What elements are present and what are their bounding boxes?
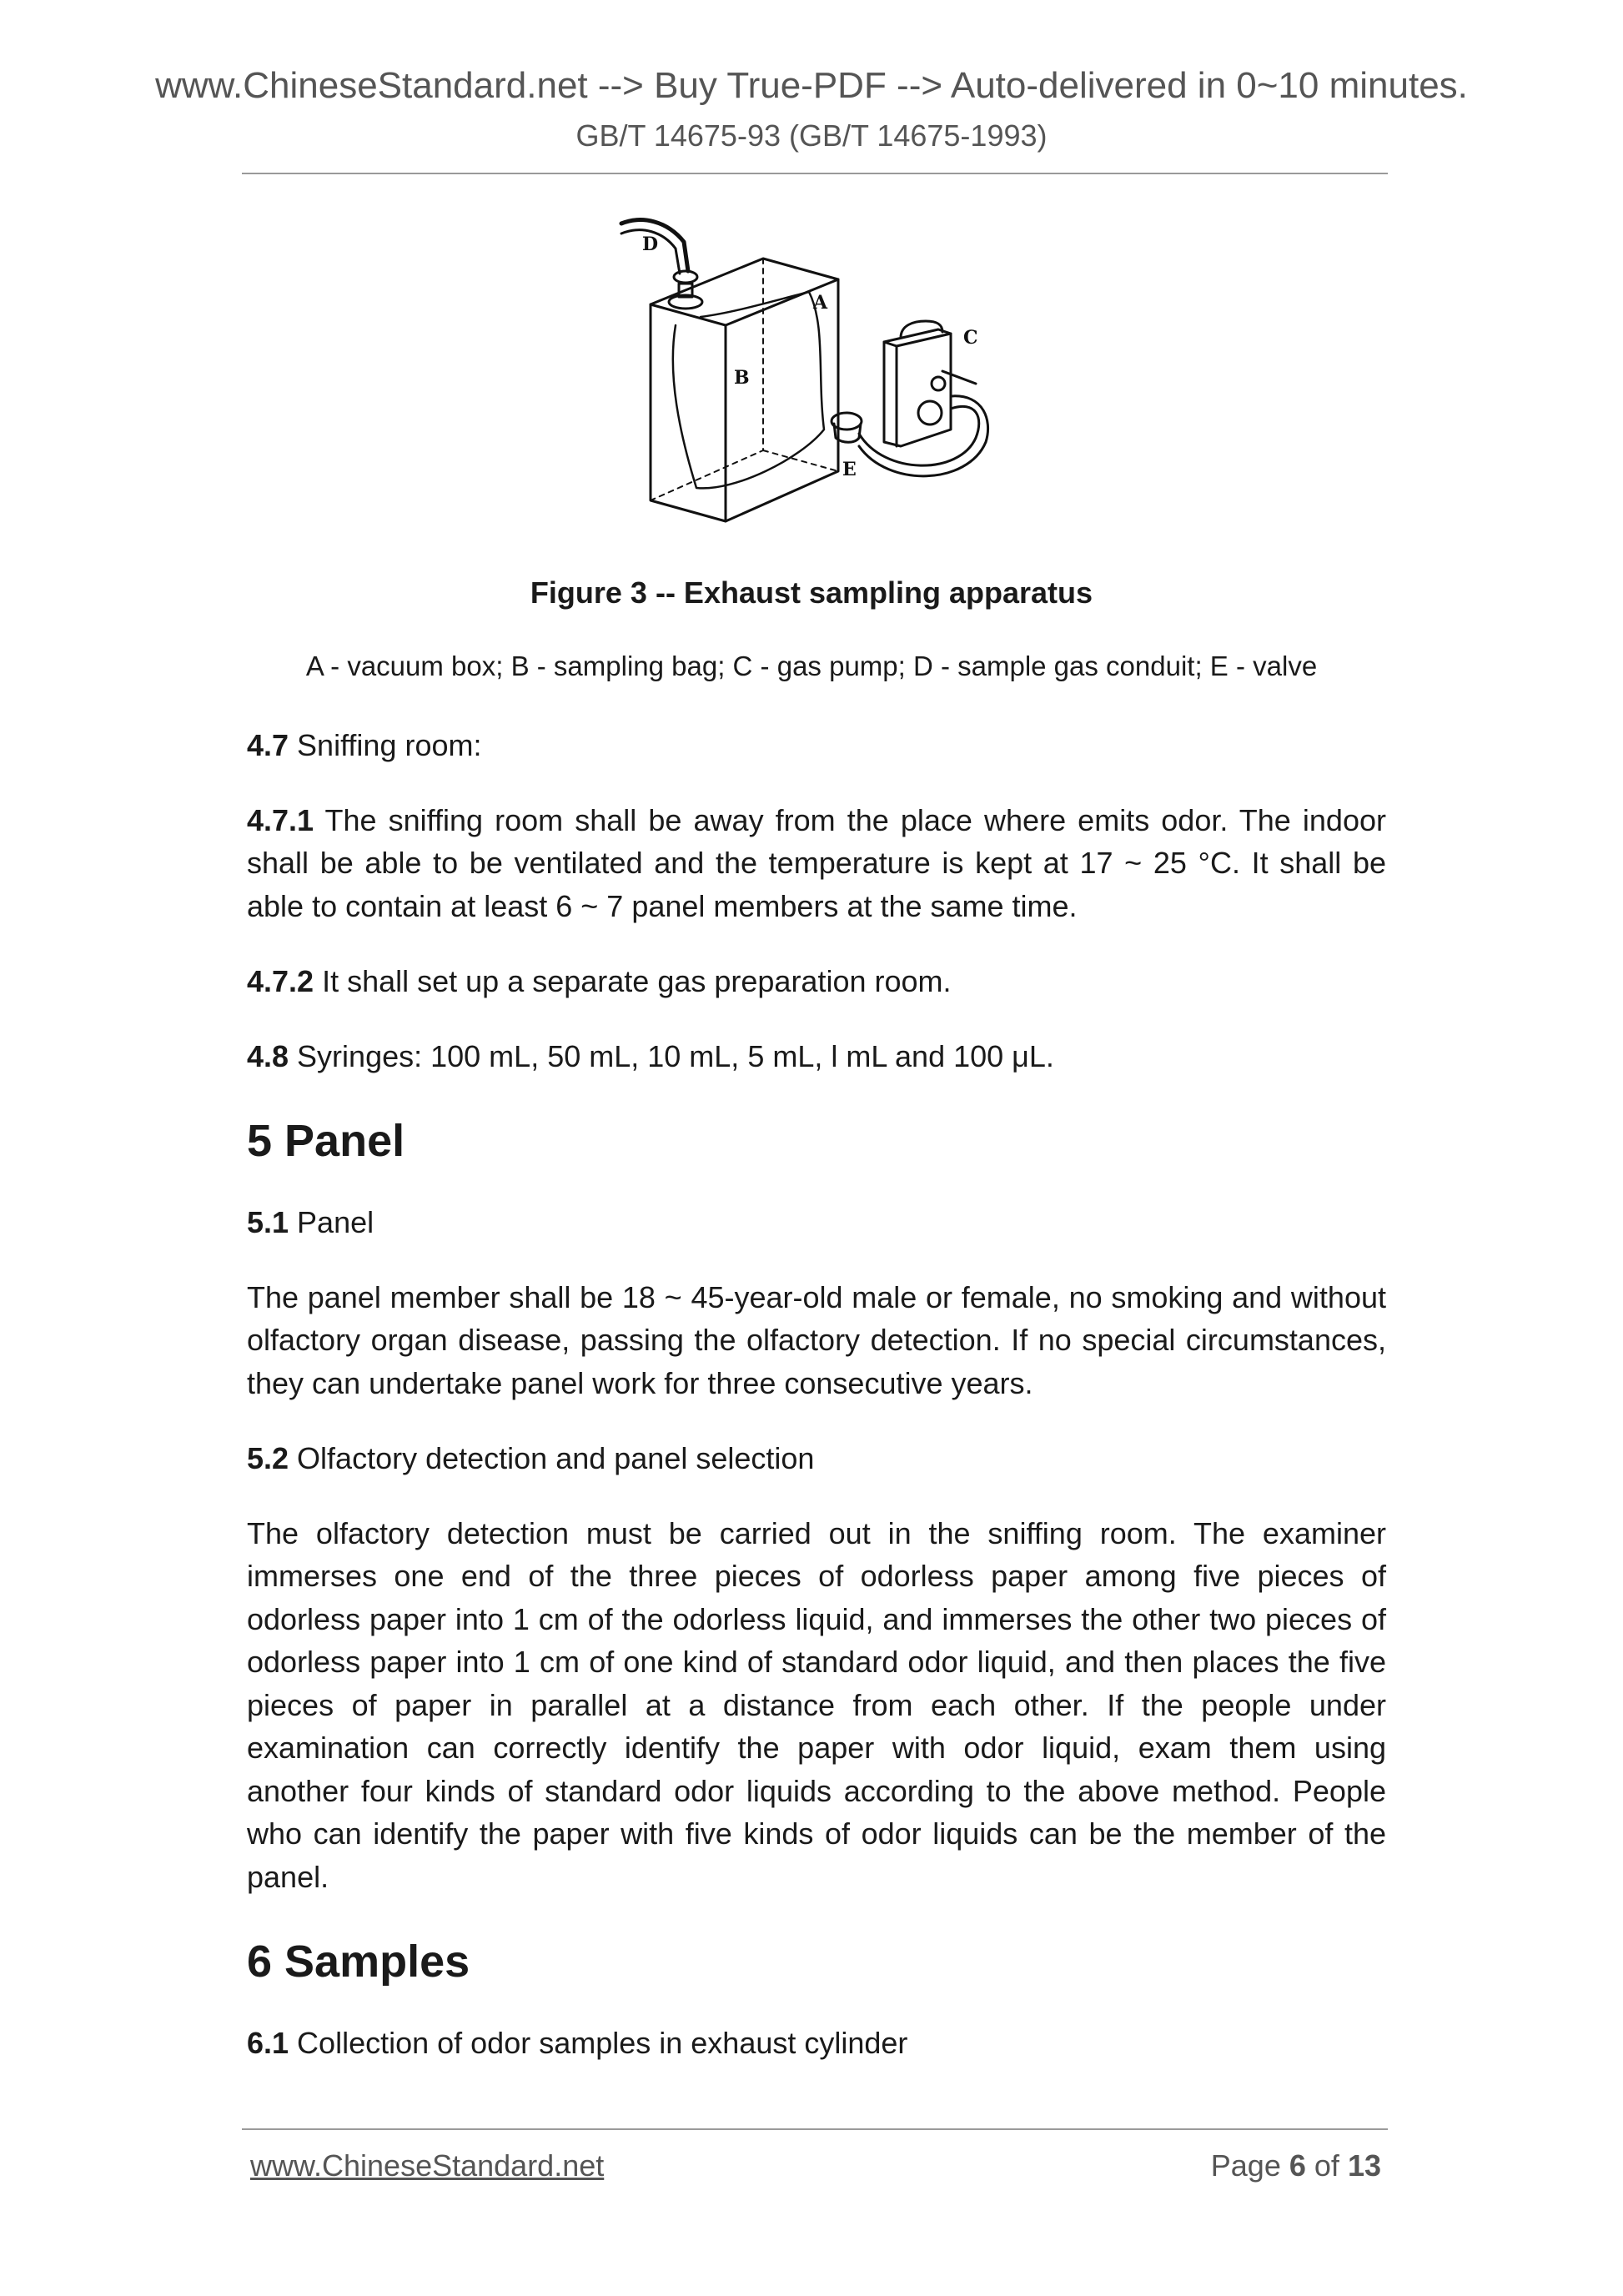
standard-number: GB/T 14675-93 (GB/T 14675-1993) <box>575 118 1048 153</box>
sampling-bag <box>673 292 824 488</box>
clause-text: Panel <box>289 1205 374 1239</box>
clause-text: Sniffing room: <box>289 728 482 762</box>
figure-legend: A - vacuum box; B - sampling bag; C - gas pump; D - sample gas conduit; E - valve <box>305 651 1318 681</box>
clause-5-2 <box>247 1437 1386 1480</box>
header-banner: www.ChineseStandard.net --> Buy True-PDF --> Auto-delivered in 0~10 minutes. <box>155 65 1468 106</box>
gas-pump <box>884 329 951 446</box>
section-heading-5: 5 Panel <box>247 1116 405 1166</box>
figure-title: Figure 3 -- Exhaust sampling apparatus <box>530 575 1093 610</box>
exhaust-sampling-figure <box>609 208 1009 525</box>
clause-5-1 <box>247 1201 1386 1244</box>
paragraph-5-2: The olfactory detection must be carried out in the sniffing room. The examiner immerses one end of the three pieces of odorless paper among five pieces of odorless paper into 1 cm of the odorless liquid, and immerses the other two pieces of odorless paper into 1 cm of one kind of standard odor liquid, and then places the five pieces of paper in parallel at a distance from each other. If the people under examination can correctly identify the paper with odor liquid, exam them using another four kinds of standard odor liquids according to the above method. People who can identify the paper with five kinds of odor liquids can be the member of the panel. <box>247 1515 1386 1894</box>
clause-number: 5.2 <box>247 1441 289 1475</box>
page-indicator <box>1211 2148 1381 2183</box>
clause-4-7-2 <box>247 960 1386 1003</box>
clause-4-7 <box>247 724 1386 767</box>
clause-number: 4.7.1 <box>247 802 314 837</box>
valve <box>832 413 862 430</box>
of-word: of <box>1314 2148 1339 2183</box>
clause-4-8 <box>247 1035 1386 1078</box>
clause-number: 4.7 <box>247 728 289 762</box>
clause-text: Olfactory detection and panel selection <box>289 1441 815 1475</box>
clause-text: Syringes: 100 mL, 50 mL, 10 mL, 5 mL, l mL and 100 μL. <box>289 1038 1054 1073</box>
clause-text: The sniffing room shall be away from the place where emits odor. The indoor shall be able to be ventilated and the temperature is kept at 17 ~ 25 °C. It shall be able to contain at least 6 ~ 7 panel members at the same time. <box>247 802 1386 923</box>
footer-divider <box>242 2128 1388 2130</box>
clause-4-7-1 <box>247 799 1386 928</box>
label-d: D <box>642 234 659 255</box>
clause-number: 5.1 <box>247 1205 289 1239</box>
page-word: Page <box>1210 2148 1281 2183</box>
label-a: A <box>813 292 828 314</box>
page-total: 13 <box>1347 2148 1381 2183</box>
paragraph-5-1: The panel member shall be 18 ~ 45-year-old male or female, no smoking and without olfactory organ disease, passing the olfactory detection. If no special circumstances, they can undertake panel work for three consecutive years. <box>247 1279 1386 1400</box>
clause-number: 6.1 <box>247 2026 289 2060</box>
clause-text: It shall set up a separate gas preparation room. <box>314 964 952 998</box>
header-divider <box>242 173 1388 174</box>
clause-6-1 <box>247 2022 1386 2065</box>
label-e: E <box>842 459 857 480</box>
clause-text: Collection of odor samples in exhaust cylinder <box>289 2026 908 2060</box>
section-heading-6: 6 Samples <box>247 1937 470 1987</box>
page-number: 6 <box>1289 2148 1306 2183</box>
footer-site-link[interactable]: www.ChineseStandard.net <box>250 2148 605 2183</box>
document-body <box>247 724 1386 2098</box>
label-c: C <box>963 327 978 349</box>
clause-number: 4.8 <box>247 1038 289 1073</box>
clause-number: 4.7.2 <box>247 964 314 998</box>
label-b: B <box>734 367 750 389</box>
vacuum-box-front <box>651 304 726 521</box>
